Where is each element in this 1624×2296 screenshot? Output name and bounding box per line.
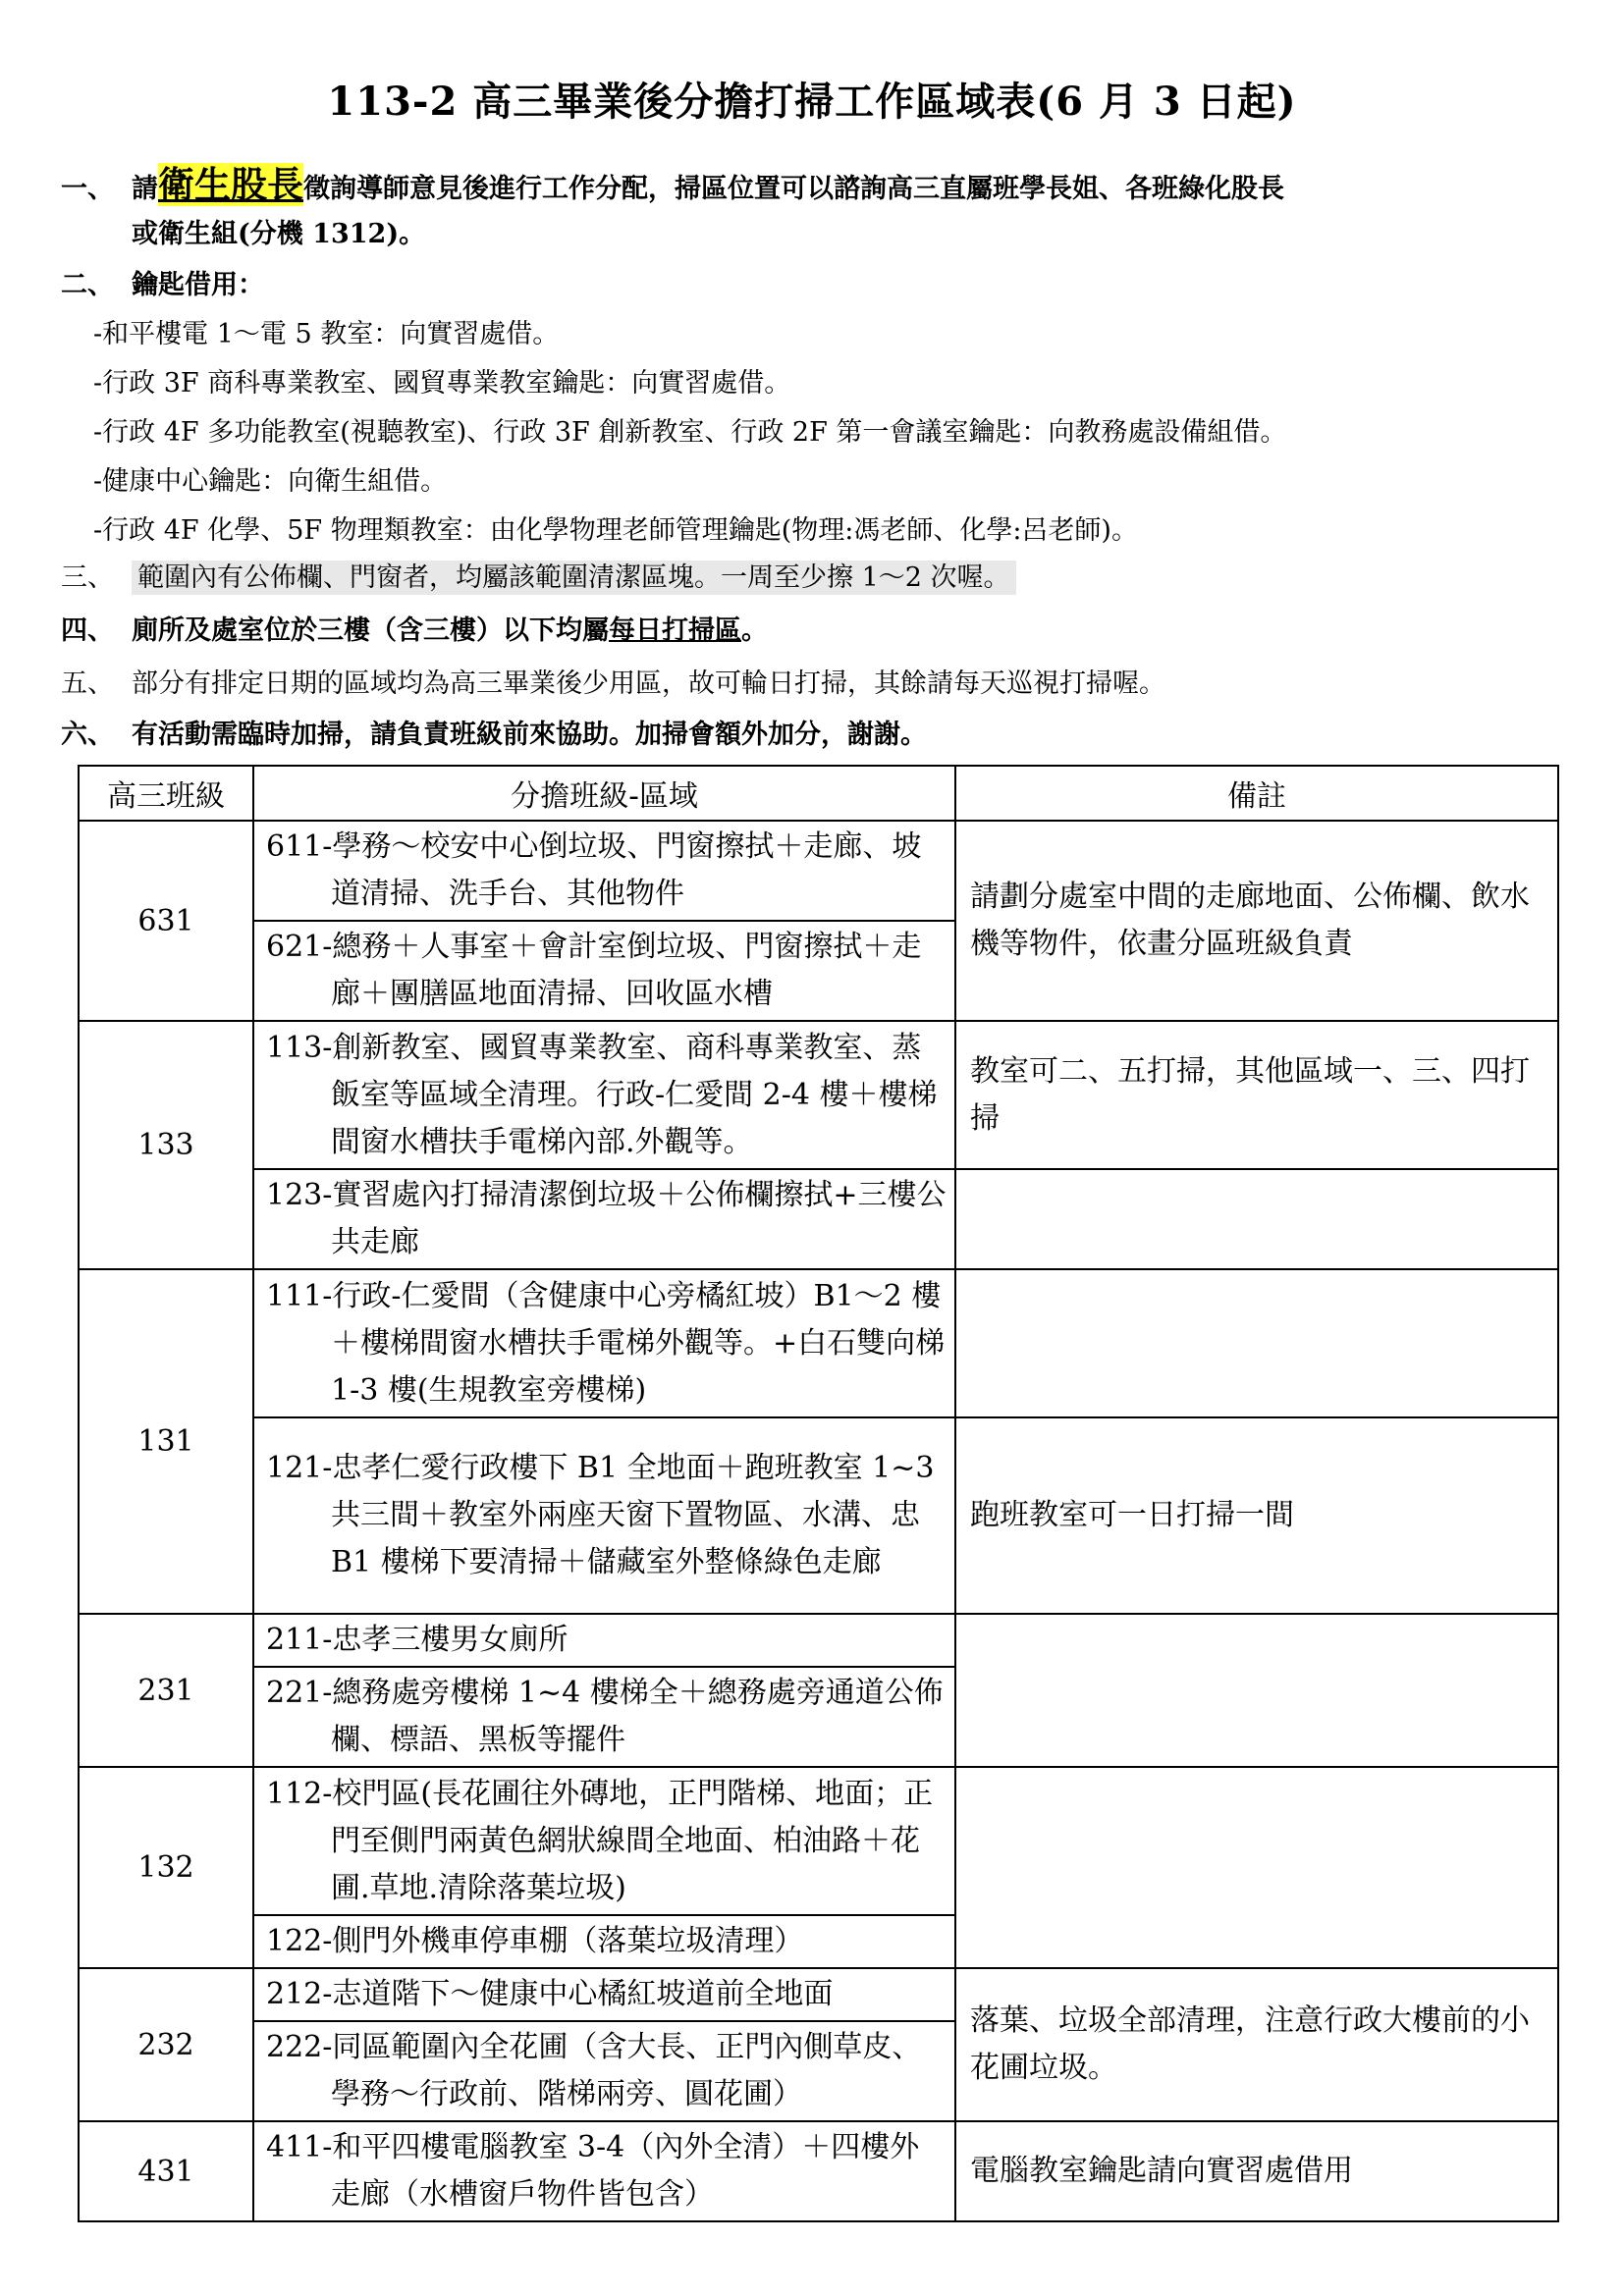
section-1 xyxy=(61,155,1284,208)
class-cell: 132 xyxy=(79,1767,253,1968)
area-cell xyxy=(253,1915,955,1968)
note-cell: 落葉、垃圾全部清理，注意行政大樓前的小花圃垃圾。 xyxy=(955,1968,1558,2121)
area-text: 222-同區範圍內全花圃（含大長、正門內側草皮、學務～行政前、階梯兩旁、圓花圃） xyxy=(266,2030,922,2111)
table-row xyxy=(79,1169,1558,1269)
area-text: 611-學務～校安中心倒垃圾、門窗擦拭＋走廊、坡道清掃、洗手台、其他物件 xyxy=(266,829,922,911)
area-text: 411-和平四樓電腦教室 3-4（內外全清）＋四樓外走廊（水槽窗戶物件皆包含） xyxy=(266,2130,920,2212)
header-area: 分擔班級-區域 xyxy=(253,766,955,821)
note-cell xyxy=(955,1169,1558,1269)
section-1-highlight: 衛生股長 xyxy=(158,163,303,206)
area-cell xyxy=(253,821,955,921)
header-note: 備註 xyxy=(955,766,1558,821)
section-4-text: 廁所及處室位於三樓（含三樓）以下均屬 xyxy=(132,615,609,646)
class-cell: 231 xyxy=(79,1614,253,1767)
table-header-row xyxy=(79,766,1558,821)
note-cell: 跑班教室可一日打掃一間 xyxy=(955,1417,1558,1614)
section-4-number: 四、 xyxy=(61,615,114,646)
section-6-text: 有活動需臨時加掃，請負責班級前來協助。加掃會額外加分，謝謝。 xyxy=(132,720,927,750)
area-text: 211-忠孝三樓男女廁所 xyxy=(266,1623,568,1657)
section-2-heading xyxy=(61,263,264,301)
class-cell: 131 xyxy=(79,1269,253,1614)
area-text: 112-校門區(長花圃往外磚地，正門階梯、地面；正門至側門兩黃色網狀線間全地面、柏油路＋花圃.草地.清除落葉垃圾) xyxy=(266,1776,934,1905)
area-text: 212-志道階下～健康中心橘紅坡道前全地面 xyxy=(266,1977,834,2011)
key-item: -健康中心鑰匙：向衛生組借。 xyxy=(93,466,448,497)
area-cell xyxy=(253,1767,955,1915)
area-cell xyxy=(253,2021,955,2121)
note-cell: 請劃分處室中間的走廊地面、公佈欄、飲水機等物件，依畫分區班級負責 xyxy=(955,821,1558,1021)
table-row xyxy=(79,2121,1558,2221)
area-cell xyxy=(253,2121,955,2221)
note-cell xyxy=(955,1614,1558,1767)
key-item: -和平樓電 1～電 5 教室：向實習處借。 xyxy=(93,319,560,349)
note-cell: 教室可二、五打掃，其他區域一、三、四打掃 xyxy=(955,1021,1558,1169)
note-cell xyxy=(955,1269,1558,1417)
area-cell xyxy=(253,1021,955,1169)
area-text: 111-行政-仁愛間（含健康中心旁橘紅坡）B1～2 樓＋樓梯間窗水槽扶手電梯外觀等。+白石雙向梯 1-3 樓(生規教室旁樓梯) xyxy=(266,1278,946,1408)
section-1-line-2: 或衛生組(分機 1312)。 xyxy=(132,219,426,249)
key-item: -行政 4F 化學、5F 物理類教室：由化學物理老師管理鑰匙(物理:馮老師、化學:呂老師)。 xyxy=(93,515,1138,546)
area-text: 123-實習處內打掃清潔倒垃圾＋公佈欄擦拭+三樓公共走廊 xyxy=(266,1178,947,1259)
section-2-title: 鑰匙借用： xyxy=(132,270,264,300)
section-4-end: 。 xyxy=(741,615,768,646)
section-5-number: 五、 xyxy=(61,668,114,699)
area-cell xyxy=(253,1667,955,1767)
section-6 xyxy=(61,713,927,751)
area-cell xyxy=(253,1269,955,1417)
table-row xyxy=(79,821,1558,921)
section-5-text: 部分有排定日期的區域均為高三畢業後少用區，故可輪日打掃，其餘請每天巡視打掃喔。 xyxy=(132,668,1165,699)
table-row xyxy=(79,1968,1558,2021)
table-row xyxy=(79,1417,1558,1614)
class-cell: 431 xyxy=(79,2121,253,2221)
note-cell: 電腦教室鑰匙請向實習處借用 xyxy=(955,2121,1558,2221)
section-5 xyxy=(61,662,1165,700)
area-cell xyxy=(253,1417,955,1614)
area-text: 221-總務處旁樓梯 1~4 樓梯全＋總務處旁通道公佈欄、標語、黑板等擺件 xyxy=(266,1676,944,1757)
section-4-emphasis: 每日打掃區 xyxy=(609,615,741,646)
section-1-number: 一、 xyxy=(61,174,114,204)
class-cell: 133 xyxy=(79,1021,253,1269)
class-cell: 631 xyxy=(79,821,253,1021)
table-row xyxy=(79,1767,1558,1915)
note-cell xyxy=(955,1767,1558,1968)
section-2-number: 二、 xyxy=(61,270,114,300)
area-text: 122-側門外機車停車棚（落葉垃圾清理） xyxy=(266,1924,804,1958)
page-title: 113-2 高三畢業後分擔打掃工作區域表(6 月 3 日起) xyxy=(327,79,1297,125)
area-cell xyxy=(253,1968,955,2021)
table-row xyxy=(79,1614,1558,1667)
section-1-pre: 請 xyxy=(132,174,158,204)
table-row xyxy=(79,1269,1558,1417)
key-item: -行政 3F 商科專業教室、國貿專業教室鑰匙：向實習處借。 xyxy=(93,368,791,399)
section-3-text: 範圍內有公佈欄、門窗者，均屬該範圍清潔區塊。一周至少擦 1～2 次喔。 xyxy=(132,561,1016,595)
area-text: 113-創新教室、國貿專業教室、商科專業教室、蒸飯室等區域全清理。行政-仁愛間 2-4 樓＋樓梯間窗水槽扶手電梯內部.外觀等。 xyxy=(266,1030,938,1159)
section-4 xyxy=(61,609,768,647)
area-cell xyxy=(253,1614,955,1667)
section-3-number: 三、 xyxy=(61,562,114,593)
area-text: 121-忠孝仁愛行政樓下 B1 全地面＋跑班教室 1~3 共三間＋教室外兩座天窗下置物區、水溝、忠 B1 樓梯下要清掃＋儲藏室外整條綠色走廊 xyxy=(266,1451,935,1579)
key-item: -行政 4F 多功能教室(視聽教室)、行政 3F 創新教室、行政 2F 第一會議室鑰匙：向教務處設備組借。 xyxy=(93,417,1287,448)
class-cell: 232 xyxy=(79,1968,253,2121)
assignment-table xyxy=(78,765,1559,2222)
header-class: 高三班級 xyxy=(79,766,253,821)
section-3 xyxy=(61,556,1016,594)
section-1-text: 徵詢導師意見後進行工作分配，掃區位置可以諮詢高三直屬班學長姐、各班綠化股長 xyxy=(303,174,1284,204)
area-cell xyxy=(253,921,955,1021)
table-row xyxy=(79,1021,1558,1169)
section-6-number: 六、 xyxy=(61,720,114,750)
area-cell xyxy=(253,1169,955,1269)
area-text: 621-總務＋人事室＋會計室倒垃圾、門窗擦拭＋走廊＋團膳區地面清掃、回收區水槽 xyxy=(266,930,922,1011)
